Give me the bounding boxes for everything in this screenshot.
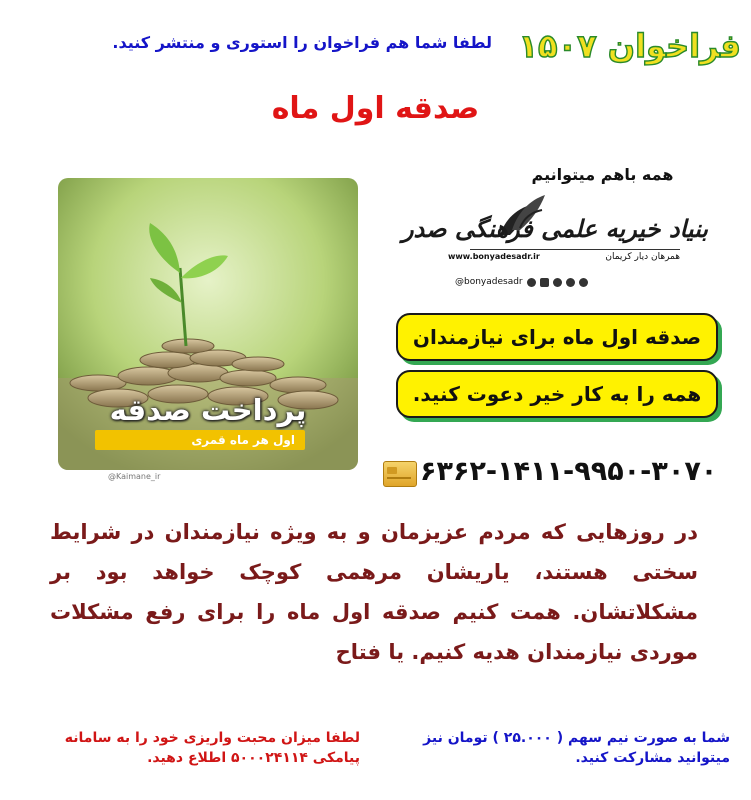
social-handle[interactable]: @bonyadesadr: [455, 277, 523, 287]
logo-divider: [470, 249, 680, 250]
organization-name: بنیاد خیریه علمی فرهنگی صدر: [401, 214, 708, 243]
call-number: فراخوان ۱۵۰۷: [518, 27, 741, 65]
social-row: [455, 274, 635, 290]
body-paragraph: در روزهایی که مردم عزیزمان و به ویژه نیازمندان در شرایط سختی هستند، یاریشان مرهمی کوچک خواهد بود بر مشکلاتشان. همت کنیم صدقه اول ماه را برای رفع مشکلات موردی نیازمندان هدیه کنیم. یا فتاح: [50, 520, 698, 664]
photo-caption: پرداخت صدقه: [109, 393, 307, 427]
instagram-icon[interactable]: [540, 278, 549, 287]
organization-subtitle: همرهان دیار کریمان: [605, 252, 680, 262]
footer-sms-notice: لطفا میزان محبت واریزی خود را به سامانه پیامکی ۵۰۰۰۲۴۱۱۴ اطلاع دهید.: [64, 730, 360, 766]
photo-credit: @Kaimane_ir: [108, 472, 161, 481]
page-title: صدقه اول ماه: [271, 91, 480, 126]
bank-card-icon: [383, 461, 417, 487]
bale-icon[interactable]: [579, 278, 588, 287]
share-request-text: لطفا شما هم فراخوان را استوری و منتشر کنید.: [112, 33, 492, 52]
whatsapp-icon[interactable]: [527, 278, 536, 287]
banner-sadaqah: صدقه اول ماه برای نیازمندان: [396, 313, 718, 361]
website-link[interactable]: www.bonyadesadr.ir: [448, 252, 540, 261]
photo-subcaption: اول هر ماه قمری: [191, 433, 295, 447]
card-number: ۶۳۶۲-۱۴۱۱-۹۹۵۰-۳۰۷۰: [420, 456, 718, 487]
eitaa-icon[interactable]: [553, 278, 562, 287]
banner-invite: همه را به کار خیر دعوت کنید.: [396, 370, 718, 418]
telegram-icon[interactable]: [566, 278, 575, 287]
footer-half-share: شما به صورت نیم سهم ( ۲۵.۰۰۰ ) تومان نیز میتوانید مشارکت کنید.: [423, 730, 730, 766]
tagline: همه باهم میتوانیم: [531, 165, 674, 184]
